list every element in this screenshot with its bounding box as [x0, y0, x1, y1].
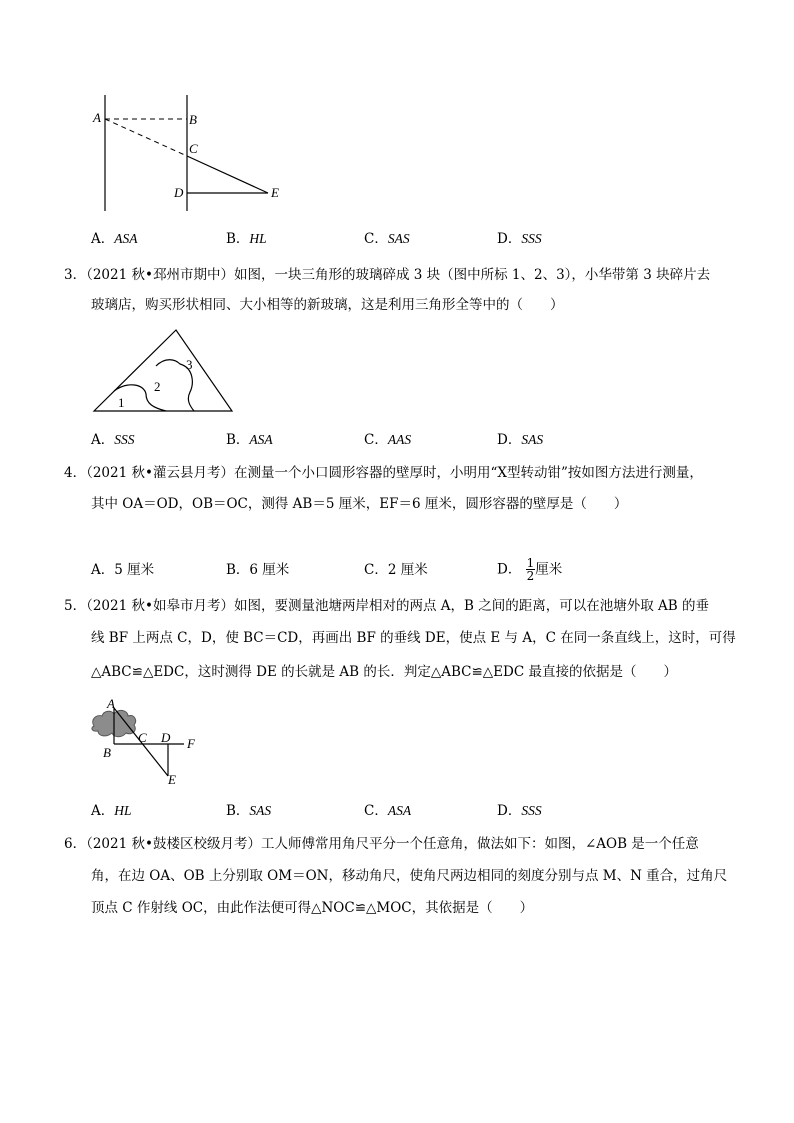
q4-option-b: B．6 厘米	[226, 562, 290, 578]
q4-option-c: C．2 厘米	[364, 562, 428, 578]
q2-figure	[85, 95, 295, 215]
q6-stem-line1: 6．（2021 秋•鼓楼区校级月考）工人师傅常用角尺平分一个任意角，做法如下：如图，∠AOB 是一个任意	[64, 836, 699, 852]
q3-label-2: 2	[154, 379, 161, 394]
q2-option-d: D．SSS	[497, 231, 542, 247]
q6-stem-line2: 角，在边 OA、OB 上分别取 OM＝ON，移动角尺，使角尺两边相同的刻度分别与点 M、N 重合，过角尺	[91, 868, 728, 884]
q2-dashed-ac	[105, 119, 187, 156]
q2-label-a: A	[93, 110, 101, 125]
q5-option-c: C．ASA	[364, 803, 412, 819]
q2-label-c: C	[189, 141, 198, 156]
q3-option-d: D．SAS	[497, 432, 544, 448]
q5-stem-line1: 5．（2021 秋•如皋市月考）如图，要测量池塘两岸相对的两点 A，B 之间的距离，可以在池塘外取 AB 的垂	[64, 598, 709, 614]
q3-option-c: C．AAS	[364, 432, 412, 448]
q3-figure	[90, 326, 240, 416]
q2-option-c: C．SAS	[364, 231, 410, 247]
q3-option-a: A．SSS	[91, 432, 135, 448]
q4-fraction-numerator: 1	[526, 556, 535, 570]
q5-option-a: A．HL	[91, 803, 132, 819]
q5-label-f: F	[187, 736, 195, 751]
q4-option-a: A．5 厘米	[91, 562, 155, 578]
q3-label-1: 1	[118, 395, 125, 410]
q3-stem-line2: 玻璃店，购买形状相同、大小相等的新玻璃，这是利用三角形全等中的（ ）	[91, 297, 564, 313]
q4-fraction	[526, 557, 536, 582]
q3-label-3: 3	[186, 357, 193, 372]
q5-stem-line3: △ABC≌△EDC，这时测得 DE 的长就是 AB 的长．判定△ABC≌△EDC 最直接的依据是（ ）	[91, 664, 677, 680]
q2-line-ce	[187, 156, 268, 193]
q4-fraction-denominator: 2	[526, 569, 535, 583]
q5-figure	[88, 696, 208, 786]
q2-label-b: B	[189, 112, 197, 127]
q3-stem-line1: 3．（2021 秋•邳州市期中）如图，一块三角形的玻璃碎成 3 块（图中所标 1、2、3），小华带第 3 块碎片去	[64, 267, 711, 283]
q2-label-d: D	[174, 185, 184, 200]
q6-stem-line3: 顶点 C 作射线 OC，由此作法便可得△NOC≌△MOC，其依据是（ ）	[91, 900, 534, 916]
q3-triangle-outline	[94, 330, 232, 411]
q4-option-d: D． $\frac{1}{2}$ 厘米	[497, 556, 563, 583]
q2-label-e: E	[271, 185, 279, 200]
q5-label-e: E	[168, 772, 176, 786]
q3-option-b: B．ASA	[226, 432, 273, 448]
q2-option-a: A．ASA	[91, 231, 138, 247]
q5-option-b: B．SAS	[226, 803, 272, 819]
q4-stem-line2: 其中 OA＝OD，OB＝OC，测得 AB＝5 厘米，EF＝6 厘米，圆形容器的壁厚是（ ）	[91, 496, 628, 512]
q5-label-b: B	[103, 745, 111, 760]
q2-option-b: B．HL	[226, 231, 267, 247]
q5-stem-line2: 线 BF 上两点 C，D，使 BC＝CD，再画出 BF 的垂线 DE，使点 E 与 A，C 在同一条直线上，这时，可得	[91, 630, 736, 646]
q5-option-d: D．SSS	[497, 803, 542, 819]
q4-stem-line1: 4．（2021 秋•灌云县月考）在测量一个小口圆形容器的壁厚时，小明用“X型转动钳”按如图方法进行测量，	[64, 465, 703, 481]
q5-label-d: D	[161, 730, 171, 745]
q5-label-a: A	[107, 696, 115, 711]
q5-label-c: C	[138, 730, 147, 745]
